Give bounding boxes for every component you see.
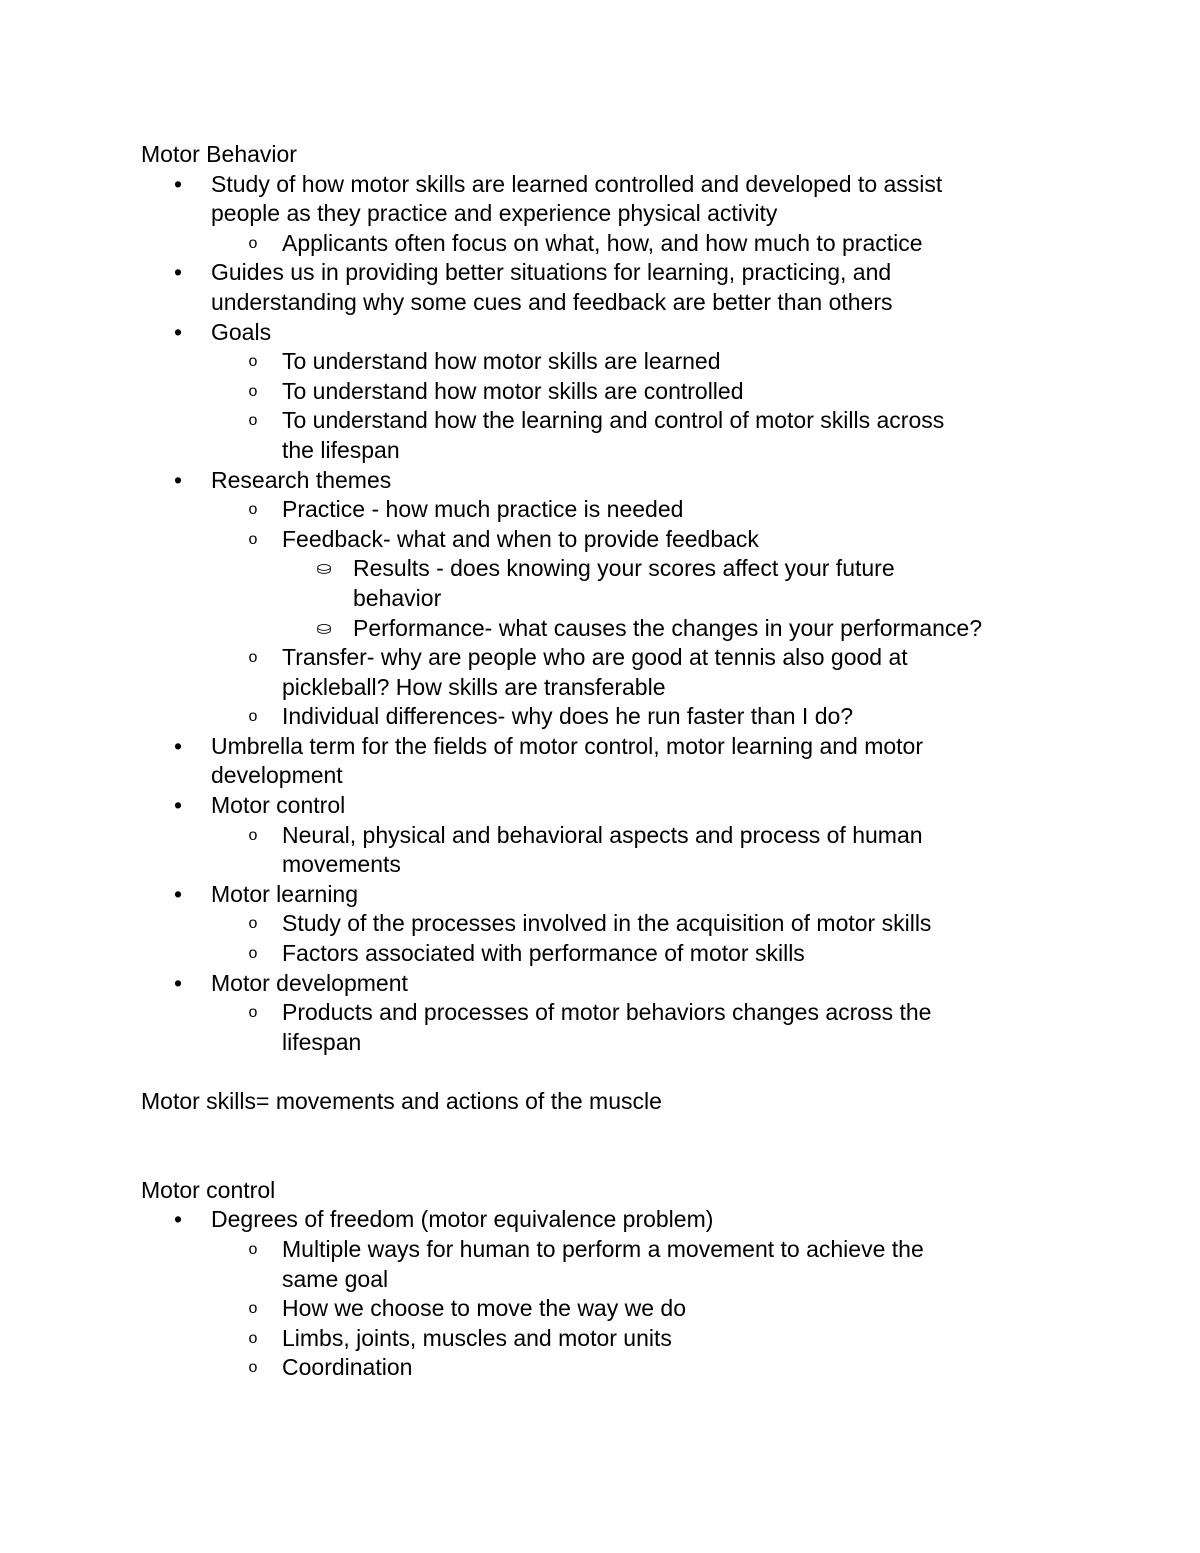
- list-item-line: [0, 1028, 1200, 1058]
- section-heading: [0, 1087, 1200, 1117]
- list-item-line: [0, 969, 1200, 999]
- line-text: Practice - how much practice is needed: [282, 496, 684, 523]
- blank-line: [0, 1057, 1200, 1087]
- line-text: Motor learning: [211, 880, 359, 907]
- list-item-line: [0, 466, 1200, 496]
- bullet-icon: o: [248, 708, 258, 726]
- line-text: Degrees of freedom (motor equivalence problem): [211, 1206, 714, 1233]
- bullet-icon: o: [248, 1300, 258, 1318]
- line-text: Goals: [211, 318, 272, 345]
- bullet-icon: o: [248, 382, 258, 400]
- list-item-line: [0, 880, 1200, 910]
- line-text: Coordination: [282, 1354, 413, 1381]
- bullet-icon: o: [248, 530, 258, 548]
- list-item-line: [0, 525, 1200, 555]
- line-text: Individual differences- why does he run faster than I do?: [282, 703, 854, 730]
- bullet-icon: o: [248, 1240, 258, 1258]
- list-item-line: [0, 199, 1200, 229]
- document-page: [0, 140, 1200, 1383]
- list-item-line: [0, 406, 1200, 436]
- bullet-icon: •: [173, 170, 183, 197]
- list-item-line: [0, 643, 1200, 673]
- list-item-line: [0, 258, 1200, 288]
- list-item-line: [0, 791, 1200, 821]
- bullet-icon: ⛀: [316, 617, 332, 638]
- line-text: movements: [282, 851, 401, 878]
- bullet-icon: •: [173, 1206, 183, 1233]
- list-item-line: [0, 1205, 1200, 1235]
- list-item-line: [0, 732, 1200, 762]
- bullet-icon: ⛀: [316, 558, 332, 579]
- bullet-icon: o: [248, 501, 258, 519]
- line-text: Products and processes of motor behaviors changes across the: [282, 999, 932, 1026]
- line-text: Umbrella term for the fields of motor control, motor learning and motor: [211, 732, 924, 759]
- line-text: Multiple ways for human to perform a movement to achieve the: [282, 1235, 924, 1262]
- bullet-icon: o: [248, 649, 258, 667]
- line-text: lifespan: [282, 1028, 362, 1055]
- line-text: Study of the processes involved in the acquisition of motor skills: [282, 910, 932, 937]
- list-item-line: [0, 821, 1200, 851]
- bullet-icon: •: [173, 792, 183, 819]
- bullet-icon: •: [173, 969, 183, 996]
- list-item-line: [0, 761, 1200, 791]
- line-text: Results - does knowing your scores affect your future: [353, 555, 895, 582]
- list-item-line: [0, 347, 1200, 377]
- line-text: Motor control: [141, 1176, 276, 1203]
- line-text: understanding why some cues and feedback are better than others: [211, 288, 893, 315]
- bullet-icon: •: [173, 732, 183, 759]
- list-item-line: [0, 1324, 1200, 1354]
- bullet-icon: o: [248, 1004, 258, 1022]
- line-text: Motor Behavior: [141, 141, 297, 167]
- blank-line: [0, 1146, 1200, 1176]
- list-item-line: [0, 909, 1200, 939]
- bullet-icon: •: [173, 880, 183, 907]
- list-item-line: [0, 1235, 1200, 1265]
- bullet-icon: o: [248, 1359, 258, 1377]
- line-text: To understand how the learning and control of motor skills across: [282, 407, 945, 434]
- list-item-line: [0, 702, 1200, 732]
- line-text: To understand how motor skills are learned: [282, 348, 721, 375]
- list-item-line: [0, 170, 1200, 200]
- list-item-line: [0, 998, 1200, 1028]
- section-heading: [0, 140, 1200, 170]
- line-text: Factors associated with performance of motor skills: [282, 940, 805, 967]
- bullet-icon: •: [173, 466, 183, 493]
- list-item-line: [0, 850, 1200, 880]
- line-text: Guides us in providing better situations for learning, practicing, and: [211, 259, 892, 286]
- line-text: people as they practice and experience physical activity: [211, 200, 778, 227]
- line-text: the lifespan: [282, 436, 400, 463]
- list-item-line: [0, 377, 1200, 407]
- list-item-line: [0, 318, 1200, 348]
- list-item-line: [0, 673, 1200, 703]
- line-text: Feedback- what and when to provide feedback: [282, 525, 759, 552]
- bullet-icon: o: [248, 353, 258, 371]
- list-item-line: [0, 614, 1200, 644]
- list-item-line: [0, 436, 1200, 466]
- list-item-line: [0, 1353, 1200, 1383]
- line-text: behavior: [353, 584, 442, 611]
- section-heading: [0, 1176, 1200, 1206]
- line-text: development: [211, 762, 343, 789]
- line-text: Study of how motor skills are learned controlled and developed to assist: [211, 170, 943, 197]
- line-text: How we choose to move the way we do: [282, 1295, 686, 1322]
- line-text: Applicants often focus on what, how, and how much to practice: [282, 229, 923, 256]
- list-item-line: [0, 288, 1200, 318]
- line-text: Research themes: [211, 466, 392, 493]
- line-text: Limbs, joints, muscles and motor units: [282, 1324, 672, 1351]
- list-item-line: [0, 1294, 1200, 1324]
- bullet-icon: o: [248, 945, 258, 963]
- bullet-icon: •: [173, 318, 183, 345]
- list-item-line: [0, 939, 1200, 969]
- list-item-line: [0, 554, 1200, 584]
- list-item-line: [0, 1265, 1200, 1295]
- list-item-line: [0, 495, 1200, 525]
- bullet-icon: •: [173, 259, 183, 286]
- line-text: Motor development: [211, 969, 408, 996]
- bullet-icon: o: [248, 1329, 258, 1347]
- blank-line: [0, 1117, 1200, 1147]
- bullet-icon: o: [248, 826, 258, 844]
- line-text: Transfer- why are people who are good at tennis also good at: [282, 644, 908, 671]
- line-text: same goal: [282, 1265, 389, 1292]
- bullet-icon: o: [248, 412, 258, 430]
- line-text: Performance- what causes the changes in your performance?: [353, 614, 982, 641]
- line-text: pickleball? How skills are transferable: [282, 673, 666, 700]
- line-text: Motor control: [211, 792, 346, 819]
- bullet-icon: o: [248, 234, 258, 252]
- line-text: Motor skills= movements and actions of the muscle: [141, 1088, 662, 1114]
- bullet-icon: o: [248, 915, 258, 933]
- line-text: To understand how motor skills are controlled: [282, 377, 744, 404]
- list-item-line: [0, 229, 1200, 259]
- list-item-line: [0, 584, 1200, 614]
- line-text: Neural, physical and behavioral aspects and process of human: [282, 821, 923, 848]
